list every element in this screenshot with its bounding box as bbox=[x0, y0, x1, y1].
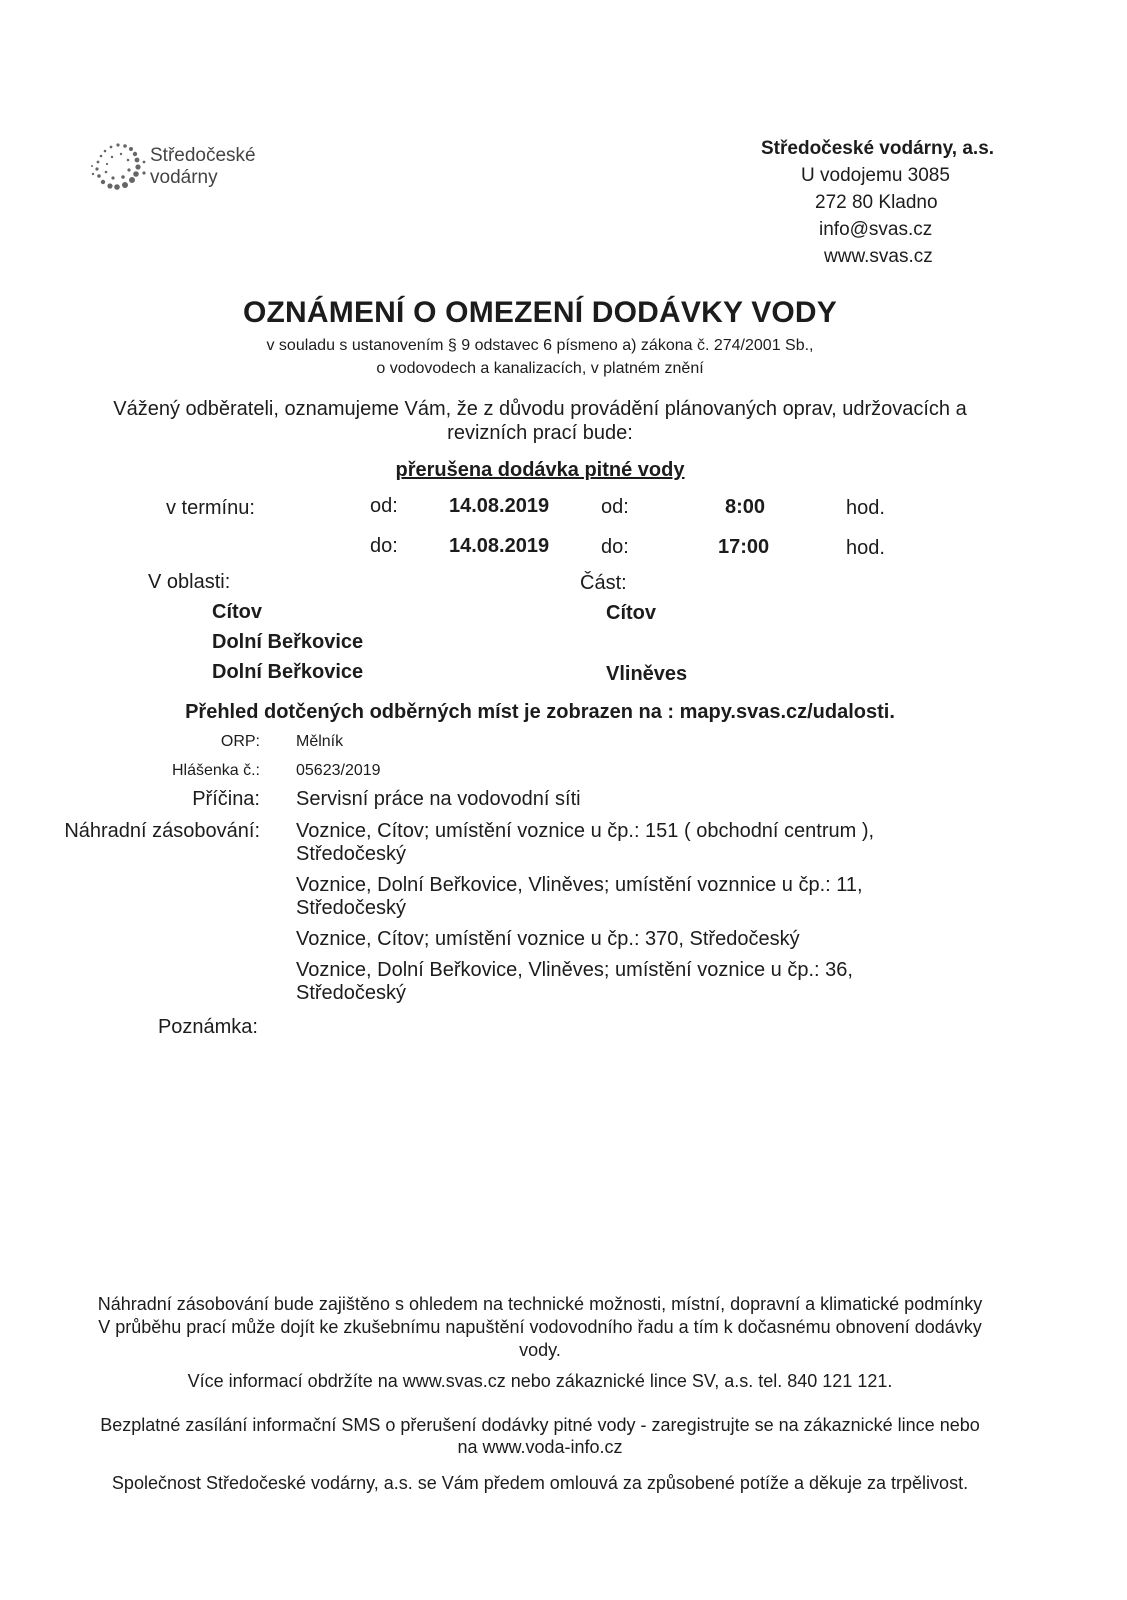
report-value: 05623/2019 bbox=[296, 762, 381, 779]
logo-text-line2: vodárny bbox=[150, 167, 218, 188]
term-to-unit: hod. bbox=[846, 537, 885, 559]
area-label: V oblasti: bbox=[148, 571, 231, 593]
company-email: info@svas.cz bbox=[819, 219, 933, 240]
footer-p2: Více informací obdržíte na www.svas.cz nebo zákaznické lince SV, a.s. tel. 840 121 121. bbox=[187, 1371, 893, 1391]
term-to-time-label: do: bbox=[601, 536, 629, 558]
part-row-1: Cítov bbox=[606, 602, 656, 624]
term-from-time: 8:00 bbox=[725, 496, 766, 518]
supply-item-1-line1: Voznice, Cítov; umístění voznice u čp.: 151 ( obchodní centrum ), bbox=[296, 820, 875, 842]
area-row-3: Dolní Beřkovice bbox=[212, 661, 364, 683]
footer-p3-line2: na www.voda-info.cz bbox=[457, 1437, 623, 1457]
supply-item-2-line2: Středočeský bbox=[296, 897, 407, 919]
company-web: www.svas.cz bbox=[824, 246, 933, 267]
term-to-date: 14.08.2019 bbox=[449, 535, 550, 557]
report-label: Hlášenka č.: bbox=[171, 762, 260, 779]
term-to-time: 17:00 bbox=[718, 536, 770, 558]
intro-line-2: revizních prací bude: bbox=[447, 422, 633, 444]
legal-line-1: v souladu s ustanovením § 9 odstavec 6 písmeno a) zákona č. 274/2001 Sb., bbox=[266, 337, 814, 354]
term-from-time-label: od: bbox=[601, 496, 629, 518]
cause-value: Servisní práce na vodovodní síti bbox=[296, 788, 581, 810]
company-name: Středočeské vodárny, a.s. bbox=[761, 138, 995, 159]
supply-item-1-line2: Středočeský bbox=[296, 843, 407, 865]
supply-item-2-line1: Voznice, Dolní Beřkovice, Vliněves; umístění voznnice u čp.: 11, bbox=[296, 874, 863, 896]
company-city: 272 80 Kladno bbox=[815, 192, 938, 213]
footer-p4: Společnost Středočeské vodárny, a.s. se Vám předem omlouvá za způsobené potíže a děkuje za trpělivost. bbox=[111, 1473, 969, 1493]
supply-label: Náhradní zásobování: bbox=[64, 820, 260, 842]
notice-title-wrap bbox=[0, 296, 1080, 330]
orp-value: Mělník bbox=[296, 733, 344, 750]
term-from-unit: hod. bbox=[846, 497, 885, 519]
supply-item-4-line1: Voznice, Dolní Beřkovice, Vliněves; umístění voznice u čp.: 36, bbox=[296, 959, 853, 981]
footer-p1-line2: V průběhu prací může dojít ke zkušebnímu napuštění vodovodního řadu a tím k dočasnému obnovení dodávky bbox=[98, 1317, 982, 1337]
company-logo bbox=[88, 140, 278, 200]
note-label: Poznámka: bbox=[157, 1016, 258, 1038]
supply-item-4-line2: Středočeský bbox=[296, 982, 407, 1004]
water-drops-logo-icon bbox=[88, 140, 150, 200]
part-row-3: Vliněves bbox=[606, 663, 688, 685]
term-from-label: od: bbox=[370, 495, 398, 517]
cause-label: Příčina: bbox=[192, 788, 260, 810]
intro-line-1: Vážený odběrateli, oznamujeme Vám, že z důvodu provádění plánovaných oprav, udržovacích a bbox=[113, 398, 967, 420]
orp-label: ORP: bbox=[220, 733, 260, 750]
legal-line-2: o vodovodech a kanalizacích, v platném znění bbox=[376, 360, 704, 377]
area-row-1: Cítov bbox=[212, 601, 262, 623]
term-from-date: 14.08.2019 bbox=[449, 495, 550, 517]
part-label: Část: bbox=[580, 572, 627, 594]
headline: přerušena dodávka pitné vody bbox=[395, 459, 685, 481]
logo-text-line1: Středočeské bbox=[150, 145, 256, 166]
company-street: U vodojemu 3085 bbox=[801, 165, 950, 186]
term-label: v termínu: bbox=[166, 497, 255, 519]
footer-p3-line1: Bezplatné zasílání informační SMS o přerušení dodávky pitné vody - zaregistrujte se na zákaznické lince nebo bbox=[100, 1415, 980, 1435]
term-to-label: do: bbox=[370, 535, 398, 557]
footer-p1-line1: Náhradní zásobování bude zajištěno s ohledem na technické možnosti, místní, dopravní a klimatické podmínky bbox=[97, 1294, 983, 1314]
area-row-2: Dolní Beřkovice bbox=[212, 631, 364, 653]
overview-text: Přehled dotčených odběrných míst je zobrazen na : mapy.svas.cz/udalosti. bbox=[185, 701, 895, 723]
supply-item-3: Voznice, Cítov; umístění voznice u čp.: 370, Středočeský bbox=[296, 928, 800, 950]
notice-title: OZNÁMENÍ O OMEZENÍ DODÁVKY VODY bbox=[242, 296, 838, 329]
footer-p1-line3: vody. bbox=[519, 1340, 561, 1360]
